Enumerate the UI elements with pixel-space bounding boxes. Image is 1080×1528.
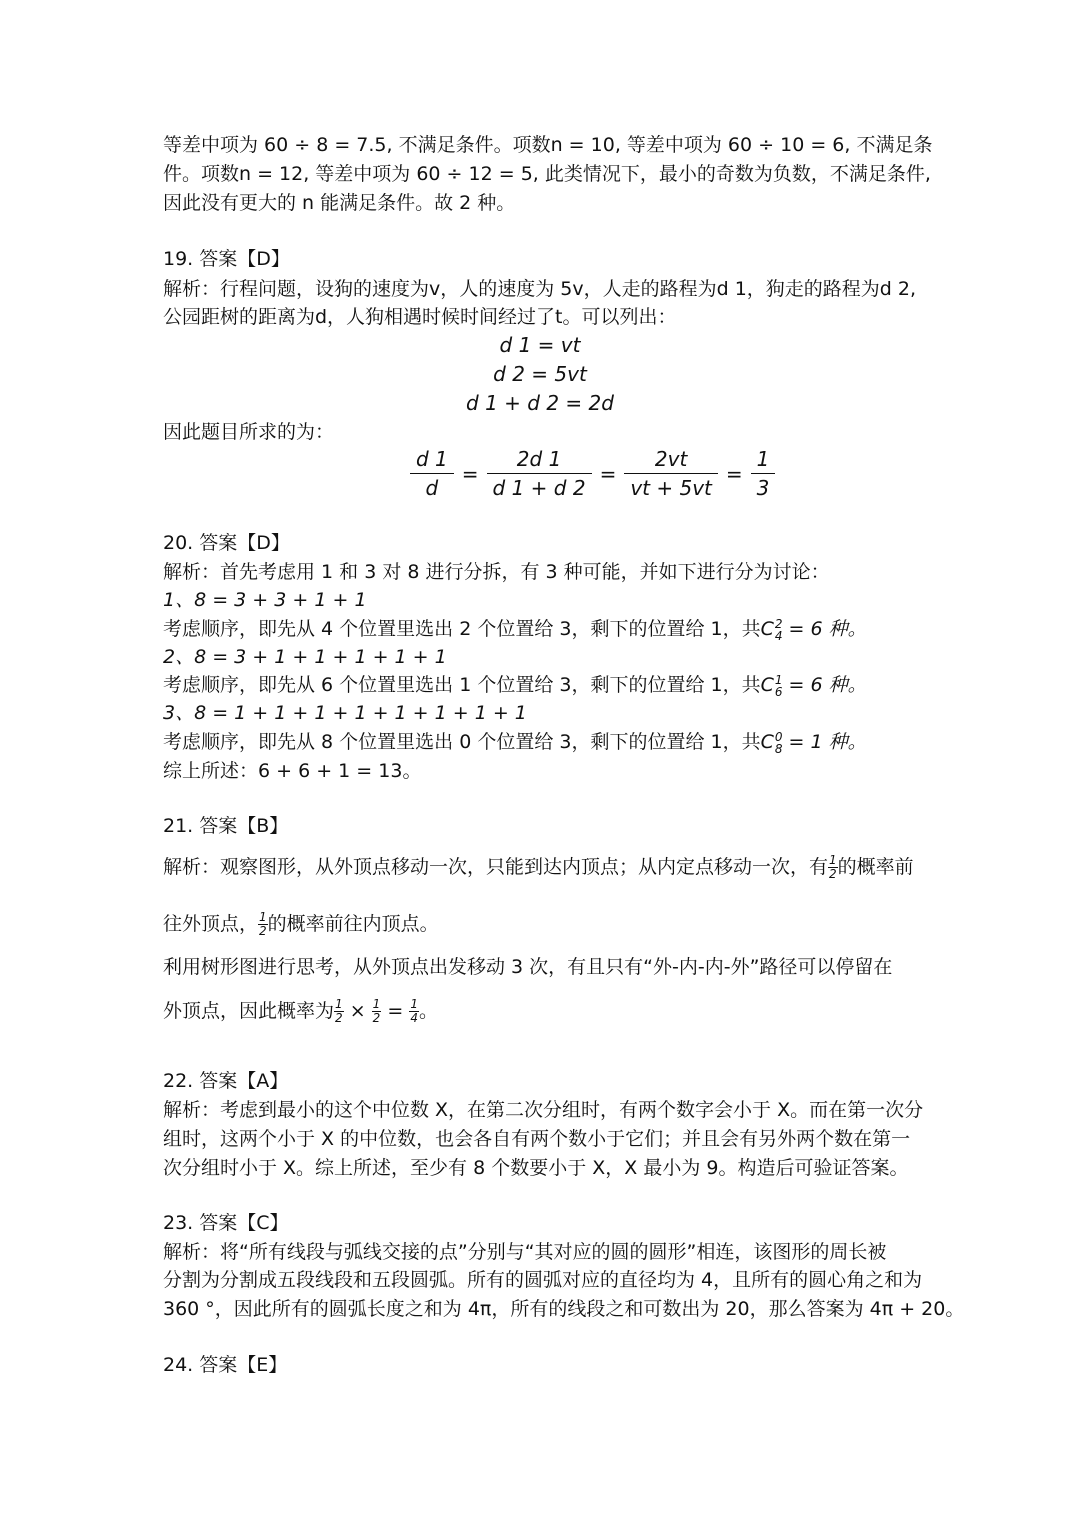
equals-sign: = [725,461,743,486]
equals-sign: = [461,461,479,486]
text-line: 解析：首先考虑用 1 和 3 对 8 进行分拆，有 3 种可能，并如下进行分为讨论： [163,561,830,583]
equation: d 1 = vt [499,333,581,357]
text-line: 等差中项为 60 ÷ 8 = 7.5, 不满足条件。项数n = 10, 等差中项为 60 ÷ 10 = 6, 不满足条 [163,134,933,156]
answer-heading: 21. 答案【B】 [163,815,289,837]
equals-sign: = [599,461,617,486]
text-line: 解析：考虑到最小的这个中位数 X，在第二次分组时，有两个数字会小于 X。而在第一次分 [163,1099,924,1121]
text-line: 外顶点，因此概率为 $\frac{1}{2}$ × $\frac{1}{2}$ = $\frac{1}{4}$ 。 [163,997,438,1025]
case-line: 1、8 = 3 + 3 + 1 + 1 [163,589,367,611]
text-line: 考虑顺序，即先从 6 个位置里选出 1 个位置给 3，剩下的位置给 1，共C 1 6 = 6 种。 [163,672,867,699]
answer-heading: 19. 答案【D】 [163,248,290,270]
equation: d 1 + d 2 = 2d [466,391,614,415]
text-line: 360 °，因此所有的圆弧长度之和为 4π，所有的线段之和可数出为 20，那么答案为 4π + 20。 [163,1298,965,1320]
answer-heading: 22. 答案【A】 [163,1070,289,1092]
text-line: 综上所述：6 + 6 + 1 = 13。 [163,760,422,782]
fraction: $\frac{2vt}{vt + 5vt}$ [624,447,718,500]
case-line: 3、8 = 1 + 1 + 1 + 1 + 1 + 1 + 1 + 1 [163,702,527,724]
text-line: 解析：行程问题，设狗的速度为v，人的速度为 5v，人走的路程为d 1，狗走的路程为d 2, [163,278,917,300]
text-line: 因此题目所求的为： [163,421,335,443]
fraction-equation [410,447,775,500]
answer-heading: 23. 答案【C】 [163,1212,289,1234]
case-line: 2、8 = 3 + 1 + 1 + 1 + 1 + 1 [163,646,447,668]
answer-heading: 24. 答案【E】 [163,1354,288,1376]
text-line: 组时，这两个小于 X 的中位数，也会各自有两个数小于它们；并且会有另外两个数在第一 [163,1128,911,1150]
text-line: 解析：将“所有线段与弧线交接的点”分别与“其对应的圆的圆形”相连，该图形的周长被 [163,1241,887,1263]
text-line: 往外顶点， $\frac{1}{2}$ 的概率前往内顶点。 [163,910,439,938]
text-line: 考虑顺序，即先从 8 个位置里选出 0 个位置给 3，剩下的位置给 1，共C 0 8 = 1 种。 [163,729,867,756]
text-line: 利用树形图进行思考，从外顶点出发移动 3 次，有且只有“外-内-内-外”路径可以停留在 [163,956,893,978]
fraction: $\frac{d 1}{d}$ [410,447,454,500]
equation: d 2 = 5vt [493,362,587,386]
text-line: 因此没有更大的 n 能满足条件。故 2 种。 [163,192,516,214]
text-line: 件。项数n = 12, 等差中项为 60 ÷ 12 = 5, 此类情况下，最小的奇数为负数，不满足条件, [163,163,931,185]
text-line: 解析：观察图形，从外顶点移动一次，只能到达内顶点；从内定点移动一次，有 $\frac{1}{2}$ 的概率前 [163,853,914,881]
fraction: $\frac{1}{3}$ [751,447,776,500]
text-line: 次分组时小于 X。综上所述，至少有 8 个数要小于 X，X 最小为 9。构造后可验证答案。 [163,1157,909,1179]
fraction: $\frac{2d 1}{d 1 + d 2}$ [487,447,592,500]
text-line: 分割为分割成五段线段和五段圆弧。所有的圆弧对应的直径均为 4，且所有的圆心角之和为 [163,1269,923,1291]
text-line: 考虑顺序，即先从 4 个位置里选出 2 个位置给 3，剩下的位置给 1，共C 2 4 = 6 种。 [163,616,867,643]
text-line: 公园距树的距离为d，人狗相遇时候时间经过了t。可以列出： [163,306,677,328]
answer-heading: 20. 答案【D】 [163,532,290,554]
